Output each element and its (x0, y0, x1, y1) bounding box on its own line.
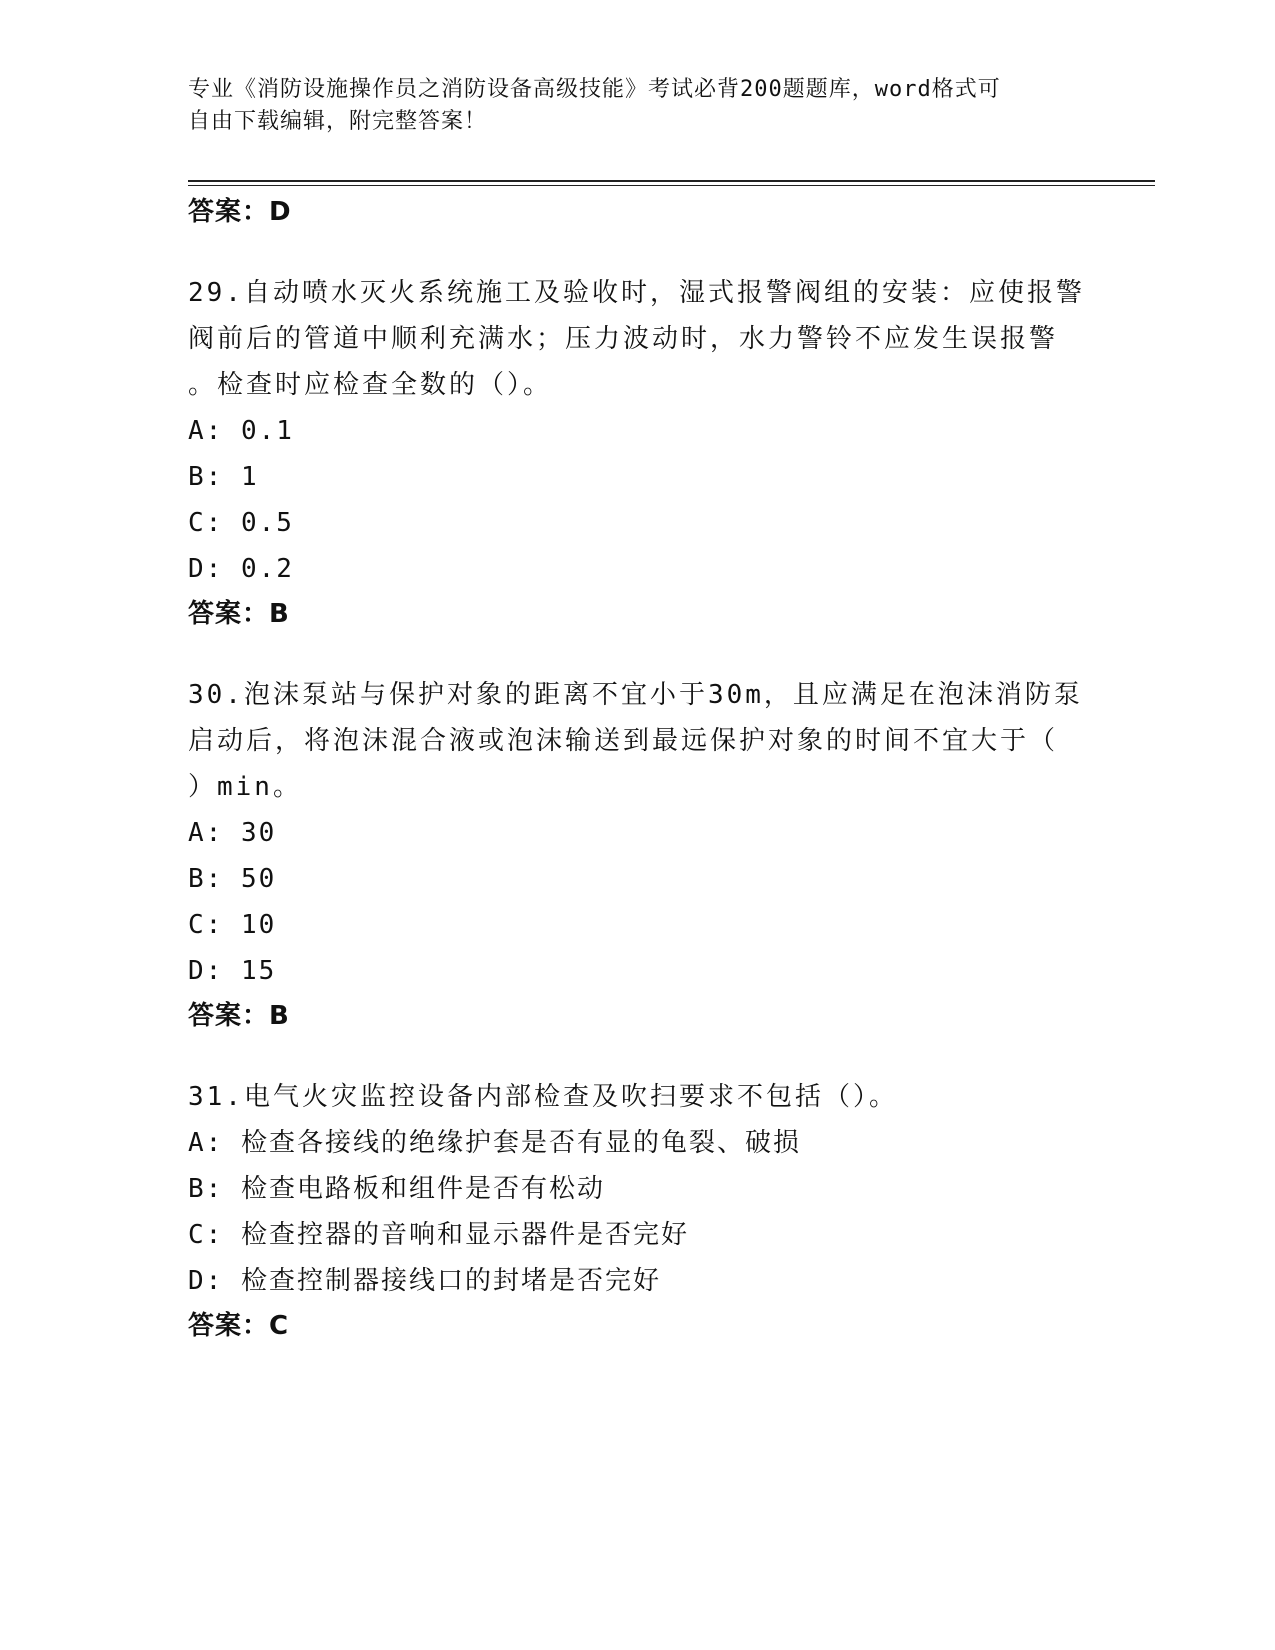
option-a: A: 检查各接线的绝缘护套是否有显的龟裂、破损 (188, 1128, 801, 1158)
question-text-line: 30.泡沫泵站与保护对象的距离不宜小于30m，且应满足在泡沫消防泵 (188, 680, 1083, 710)
question-31 (188, 1074, 1088, 1348)
option-c: C: 0.5 (188, 508, 294, 538)
question-text-line: 。检查时应检查全数的（）。 (188, 370, 553, 400)
question-text-line: 阀前后的管道中顺利充满水；压力波动时，水力警铃不应发生误报警 (188, 324, 1059, 354)
option-a: A: 0.1 (188, 416, 294, 446)
option-c: C: 10 (188, 910, 277, 940)
header-line-1: 专业《消防设施操作员之消防设备高级技能》考试必背200题题库，word格式可 (188, 77, 1001, 102)
question-text-line: 启动后，将泡沫混合液或泡沫输送到最远保护对象的时间不宜大于（ (188, 726, 1059, 756)
document-header (188, 74, 1068, 138)
question-text-line: ）min。 (188, 772, 302, 802)
answer-line: 答案：C (188, 1311, 290, 1341)
header-line-2: 自由下载编辑，附完整答案！ (188, 109, 488, 134)
answer-line: 答案：B (188, 599, 290, 629)
question-list (188, 190, 1088, 1348)
question-text-line: 29.自动喷水灭火系统施工及验收时，湿式报警阀组的安装：应使报警 (188, 278, 1085, 308)
header-divider-thick (188, 180, 1155, 182)
option-d: D: 0.2 (188, 554, 294, 584)
header-divider-thin (188, 185, 1155, 186)
option-c: C: 检查控器的音响和显示器件是否完好 (188, 1220, 689, 1250)
option-a: A: 30 (188, 818, 277, 848)
question-text-line: 31.电气火灾监控设备内部检查及吹扫要求不包括（）。 (188, 1082, 898, 1112)
option-b: B: 1 (188, 462, 259, 492)
option-b: B: 检查电路板和组件是否有松动 (188, 1174, 605, 1204)
option-b: B: 50 (188, 864, 277, 894)
option-d: D: 检查控制器接线口的封堵是否完好 (188, 1266, 661, 1296)
question-29 (188, 270, 1088, 636)
option-d: D: 15 (188, 956, 277, 986)
answer-line: 答案：D (188, 197, 292, 227)
answer-line: 答案：B (188, 1001, 290, 1031)
question-30 (188, 672, 1088, 1038)
